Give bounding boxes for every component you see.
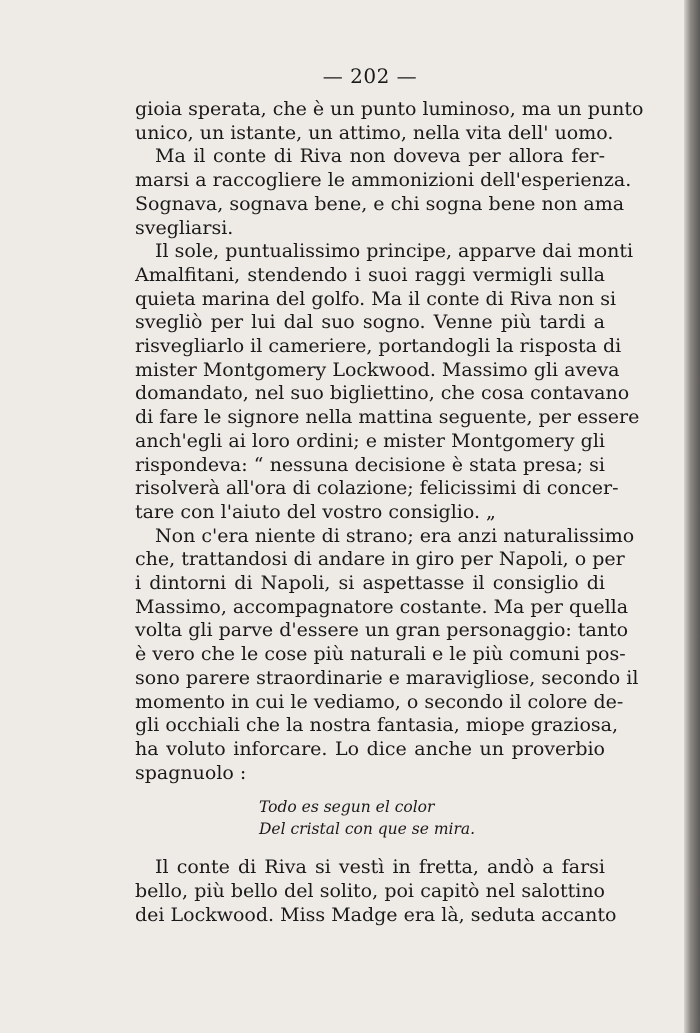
body-text — [135, 98, 644, 928]
text-line: i dintorni di Napoli, si aspettasse il consiglio di — [135, 572, 605, 595]
paragraph — [135, 856, 617, 927]
text-line: è vero che le cose più naturali e le più comuni pos- — [135, 643, 626, 666]
text-line: gli occhiali che la nostra fantasia, miope graziosa, — [135, 714, 619, 737]
text-line: che, trattandosi di andare in giro per Napoli, o per — [135, 548, 625, 571]
text-line: gioia sperata, che è un punto luminoso, ma un punto — [135, 98, 644, 120]
paragraph — [135, 98, 644, 145]
text-line: svegliò per lui dal suo sogno. Venne più tardi a — [135, 311, 605, 334]
quote-line: Todo es segun el color — [259, 798, 435, 817]
text-line: Non c'era niente di strano; era anzi naturalissimo — [155, 524, 635, 547]
text-line: Sognava, sognava bene, e chi sogna bene non ama — [135, 192, 625, 215]
text-line: momento in cui le vediamo, o secondo il colore de- — [135, 690, 624, 713]
text-line: anch'egli ai loro ordini; e mister Montgomery gli — [135, 429, 605, 452]
text-line: ha voluto inforcare. Lo dice anche un proverbio — [135, 737, 605, 760]
text-line: Massimo, accompagnatore costante. Ma per quella — [135, 595, 629, 618]
text-line: mister Montgomery Lockwood. Massimo gli aveva — [135, 358, 620, 381]
text-line: rispondeva: “ nessuna decisione è stata presa; si — [135, 453, 605, 476]
text-line: sono parere straordinarie e maravigliose, secondo il — [135, 666, 639, 689]
text-line: marsi a raccogliere le ammonizioni dell'esperienza. — [135, 169, 632, 192]
text-line: domandato, nel suo bigliettino, che cosa contavano — [135, 382, 630, 405]
paragraph — [135, 524, 639, 786]
text-line: unico, un istante, un attimo, nella vita dell' uomo. — [135, 121, 614, 144]
text-line: di fare le signore nella mattina seguente, per essere — [135, 406, 640, 429]
text-line: bello, più bello del solito, poi capitò nel salottino — [135, 880, 605, 903]
text-line: spagnuolo : — [135, 761, 247, 784]
text-line: risvegliarlo il cameriere, portandogli la risposta di — [135, 335, 622, 358]
page-binding-edge — [684, 0, 700, 1033]
text-line: Ma il conte di Riva non doveva per allora fer- — [155, 145, 605, 168]
text-line: Amalfitani, stendendo i suoi raggi vermigli sulla — [135, 263, 605, 286]
text-line: risolverà all'ora di colazione; felicissimi di concer- — [135, 477, 619, 500]
text-line: dei Lockwood. Miss Madge era là, seduta accanto — [135, 903, 617, 926]
text-line: Il conte di Riva si vestì in fretta, andò a farsi — [155, 856, 605, 879]
page-number: — 202 — — [322, 64, 418, 88]
text-line: volta gli parve d'essere un gran personaggio: tanto — [135, 619, 629, 642]
paragraph — [135, 145, 632, 240]
paragraph — [135, 240, 640, 524]
quote-line: Del cristal con que se mira. — [259, 819, 476, 838]
text-line: svegliarsi. — [135, 216, 234, 239]
text-line: quieta marina del golfo. Ma il conte di Riva non si — [135, 287, 617, 310]
verse-quote — [135, 797, 605, 840]
text-line: tare con l'aiuto del vostro consiglio. „ — [135, 500, 496, 523]
text-line: Il sole, puntualissimo principe, apparve dai monti — [155, 240, 634, 263]
